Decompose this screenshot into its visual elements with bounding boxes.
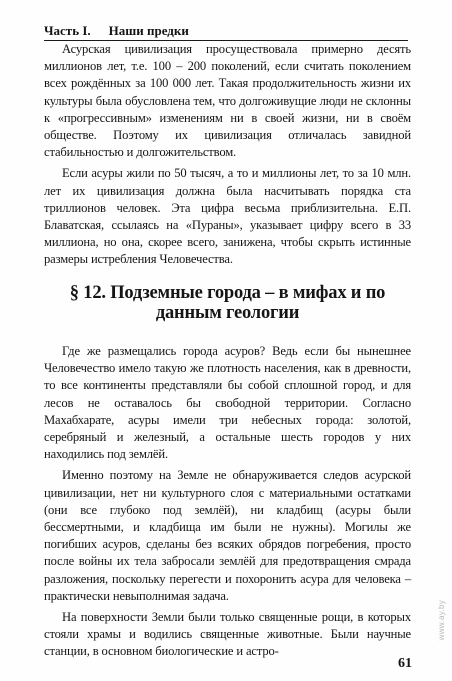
section-heading: § 12. Подземные города – в мифах и по данным геологии — [69, 283, 386, 323]
header-chapter-title: Наши предки — [108, 23, 189, 38]
watermark: www.ay.by — [437, 600, 446, 641]
header-chapter: Часть I. — [44, 23, 91, 38]
paragraph: Асурская цивилизация просуществовала примерно десять миллионов лет, т.е. 100 – 200 поколений, если считать поколением всех рождённых за 100 000 лет. Такая продолжительность жизни их культуры была обусловлена тем, что долгоживущие люди не склонны к «прогрессивным» изменениям ни в своей жизни, ни в своём обществе. Поэтому их цивилизация отличалась завидной стабильностью и долгожительством. — [44, 42, 411, 160]
paragraph: На поверхности Земли были только священные рощи, в которых стояли храмы и водились священные животные. Были научные станции, в основном биологические и астро- — [44, 610, 411, 659]
text-block-section — [44, 343, 411, 665]
page-number: 61 — [398, 656, 412, 671]
paragraph: Где же размещались города асуров? Ведь если бы нынешнее Человечество имело такую же плотность населения, как в древности, то все континенты представляли бы собой сплошной город, и для лесов не оставалось бы свободной территории. Согласно Махабхарате, асуры имели три небесных города: золотой, серебряный и железный, а остальные шесть городов у них находились под землёй. — [44, 344, 411, 462]
paragraph: Если асуры жили по 50 тысяч, а то и миллионы лет, то за 10 млн. лет их цивилизация должна была насчитывать порядка ста триллионов человек. Эта цифра весьма приблизительна. Е.П. Блаватская, ссылаясь на «Пураны», указывает цифру всего в 33 миллиона, но она, скорее всего, занижена, чтобы скрыть истинные размеры истребления Человечества. — [44, 166, 411, 267]
running-header — [44, 24, 412, 38]
text-block-top — [44, 41, 411, 273]
paragraph: Именно поэтому на Земле не обнаруживается следов асурской цивилизации, нет ни культурного слоя с материальными остатками (они все глубоко под землёй), ни кладбищ (асуры были бессмертными, и кладбища им были не нужны). Могилы же погибших асуров, сделаны без всяких обрядов погребения, просто после войны их тела забросали землёй для предотвращения смрада разложения, поскольку перегести и похоронить асура для человека – практически невыполнимая задача. — [44, 468, 411, 603]
